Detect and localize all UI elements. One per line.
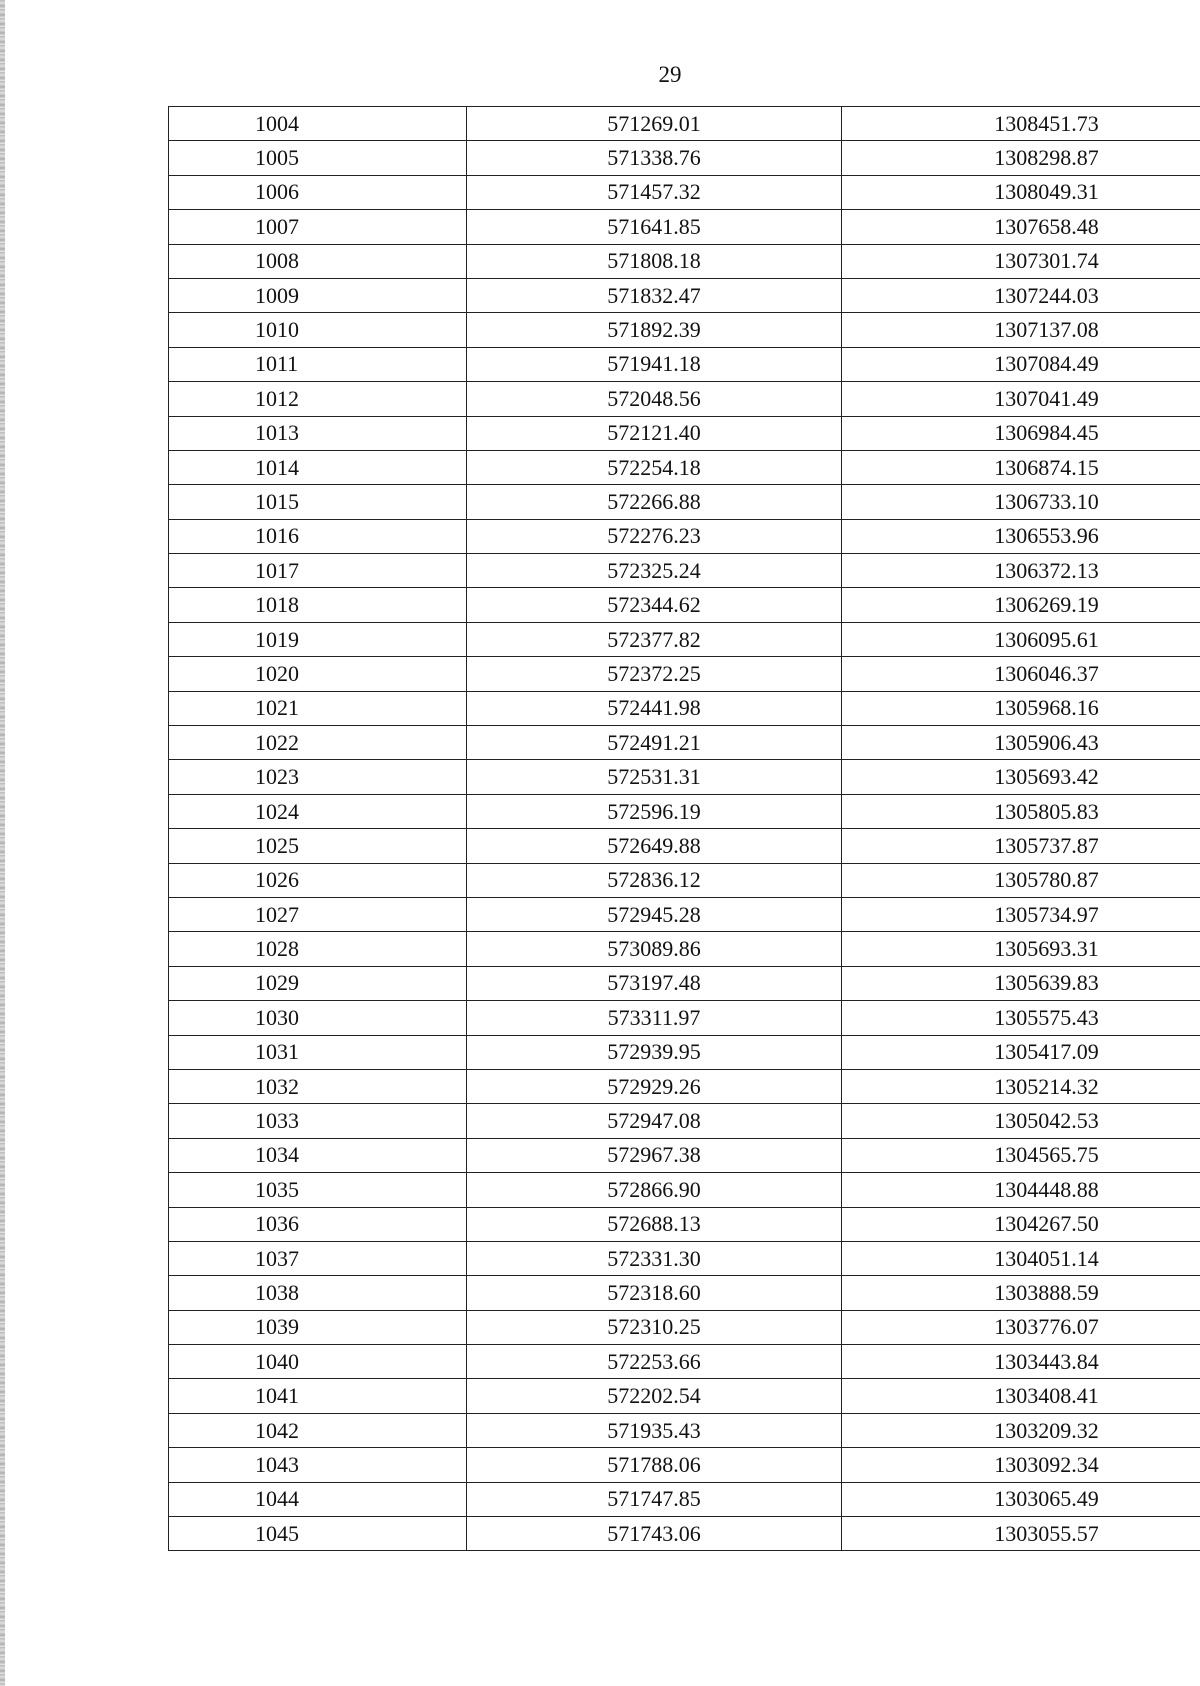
point-id-cell: 1011	[169, 347, 467, 381]
x-coordinate-cell: 571269.01	[467, 107, 842, 141]
x-coordinate-cell: 571457.32	[467, 175, 842, 209]
x-coordinate-cell: 572318.60	[467, 1276, 842, 1310]
y-coordinate-cell: 1306553.96	[842, 519, 1200, 553]
point-id-cell: 1005	[169, 141, 467, 175]
x-coordinate-cell: 572929.26	[467, 1069, 842, 1103]
x-coordinate-cell: 573197.48	[467, 966, 842, 1000]
point-id-cell: 1041	[169, 1379, 467, 1413]
table-row	[169, 1345, 1200, 1379]
point-id-cell: 1042	[169, 1413, 467, 1447]
table-row	[169, 622, 1200, 656]
y-coordinate-cell: 1305734.97	[842, 897, 1200, 931]
y-coordinate-cell: 1306046.37	[842, 657, 1200, 691]
y-coordinate-cell: 1303776.07	[842, 1310, 1200, 1344]
table-row	[169, 1207, 1200, 1241]
y-coordinate-cell: 1303888.59	[842, 1276, 1200, 1310]
table-row	[169, 450, 1200, 484]
point-id-cell: 1043	[169, 1448, 467, 1482]
point-id-cell: 1031	[169, 1035, 467, 1069]
y-coordinate-cell: 1303065.49	[842, 1482, 1200, 1516]
point-id-cell: 1008	[169, 244, 467, 278]
x-coordinate-cell: 571832.47	[467, 278, 842, 312]
table-row	[169, 1517, 1200, 1551]
point-id-cell: 1015	[169, 485, 467, 519]
point-id-cell: 1006	[169, 175, 467, 209]
y-coordinate-cell: 1307658.48	[842, 210, 1200, 244]
y-coordinate-cell: 1303092.34	[842, 1448, 1200, 1482]
x-coordinate-cell: 572377.82	[467, 622, 842, 656]
y-coordinate-cell: 1306095.61	[842, 622, 1200, 656]
point-id-cell: 1009	[169, 278, 467, 312]
point-id-cell: 1044	[169, 1482, 467, 1516]
x-coordinate-cell: 571935.43	[467, 1413, 842, 1447]
y-coordinate-cell: 1306372.13	[842, 554, 1200, 588]
point-id-cell: 1023	[169, 760, 467, 794]
table-row	[169, 1241, 1200, 1275]
table-row	[169, 794, 1200, 828]
x-coordinate-cell: 572266.88	[467, 485, 842, 519]
x-coordinate-cell: 572121.40	[467, 416, 842, 450]
point-id-cell: 1039	[169, 1310, 467, 1344]
x-coordinate-cell: 572947.08	[467, 1104, 842, 1138]
x-coordinate-cell: 572253.66	[467, 1345, 842, 1379]
table-row	[169, 244, 1200, 278]
point-id-cell: 1030	[169, 1001, 467, 1035]
x-coordinate-cell: 571338.76	[467, 141, 842, 175]
table-row	[169, 932, 1200, 966]
table-row	[169, 863, 1200, 897]
point-id-cell: 1020	[169, 657, 467, 691]
table-row	[169, 1276, 1200, 1310]
y-coordinate-cell: 1305575.43	[842, 1001, 1200, 1035]
coordinate-table-body	[169, 107, 1200, 1551]
x-coordinate-cell: 572836.12	[467, 863, 842, 897]
table-row	[169, 382, 1200, 416]
y-coordinate-cell: 1307137.08	[842, 313, 1200, 347]
point-id-cell: 1022	[169, 726, 467, 760]
x-coordinate-cell: 572688.13	[467, 1207, 842, 1241]
table-row	[169, 726, 1200, 760]
x-coordinate-cell: 571808.18	[467, 244, 842, 278]
table-row	[169, 210, 1200, 244]
table-row	[169, 107, 1200, 141]
y-coordinate-cell: 1305042.53	[842, 1104, 1200, 1138]
x-coordinate-cell: 572325.24	[467, 554, 842, 588]
y-coordinate-cell: 1307041.49	[842, 382, 1200, 416]
y-coordinate-cell: 1305780.87	[842, 863, 1200, 897]
x-coordinate-cell: 572276.23	[467, 519, 842, 553]
y-coordinate-cell: 1303055.57	[842, 1517, 1200, 1551]
x-coordinate-cell: 571747.85	[467, 1482, 842, 1516]
point-id-cell: 1034	[169, 1138, 467, 1172]
point-id-cell: 1017	[169, 554, 467, 588]
x-coordinate-cell: 572202.54	[467, 1379, 842, 1413]
table-row	[169, 691, 1200, 725]
table-row	[169, 554, 1200, 588]
x-coordinate-cell: 572254.18	[467, 450, 842, 484]
point-id-cell: 1036	[169, 1207, 467, 1241]
x-coordinate-cell: 571788.06	[467, 1448, 842, 1482]
table-row	[169, 760, 1200, 794]
point-id-cell: 1029	[169, 966, 467, 1000]
coordinate-table	[168, 106, 1200, 1551]
y-coordinate-cell: 1305693.31	[842, 932, 1200, 966]
table-row	[169, 347, 1200, 381]
y-coordinate-cell: 1308049.31	[842, 175, 1200, 209]
table-row	[169, 1379, 1200, 1413]
page-number: 29	[658, 62, 682, 87]
point-id-cell: 1018	[169, 588, 467, 622]
y-coordinate-cell: 1307244.03	[842, 278, 1200, 312]
point-id-cell: 1027	[169, 897, 467, 931]
y-coordinate-cell: 1306984.45	[842, 416, 1200, 450]
x-coordinate-cell: 572372.25	[467, 657, 842, 691]
x-coordinate-cell: 573311.97	[467, 1001, 842, 1035]
y-coordinate-cell: 1304267.50	[842, 1207, 1200, 1241]
y-coordinate-cell: 1306874.15	[842, 450, 1200, 484]
table-row	[169, 519, 1200, 553]
y-coordinate-cell: 1307301.74	[842, 244, 1200, 278]
table-row	[169, 1138, 1200, 1172]
point-id-cell: 1025	[169, 829, 467, 863]
table-row	[169, 1310, 1200, 1344]
table-row	[169, 1448, 1200, 1482]
y-coordinate-cell: 1305417.09	[842, 1035, 1200, 1069]
point-id-cell: 1014	[169, 450, 467, 484]
table-row	[169, 175, 1200, 209]
point-id-cell: 1028	[169, 932, 467, 966]
table-row	[169, 485, 1200, 519]
point-id-cell: 1040	[169, 1345, 467, 1379]
point-id-cell: 1012	[169, 382, 467, 416]
point-id-cell: 1007	[169, 210, 467, 244]
x-coordinate-cell: 572491.21	[467, 726, 842, 760]
table-row	[169, 1035, 1200, 1069]
x-coordinate-cell: 572310.25	[467, 1310, 842, 1344]
y-coordinate-cell: 1304565.75	[842, 1138, 1200, 1172]
y-coordinate-cell: 1305805.83	[842, 794, 1200, 828]
scan-edge-artifact	[0, 0, 5, 1686]
y-coordinate-cell: 1305214.32	[842, 1069, 1200, 1103]
x-coordinate-cell: 571743.06	[467, 1517, 842, 1551]
point-id-cell: 1032	[169, 1069, 467, 1103]
y-coordinate-cell: 1303209.32	[842, 1413, 1200, 1447]
point-id-cell: 1024	[169, 794, 467, 828]
table-row	[169, 278, 1200, 312]
table-row	[169, 1482, 1200, 1516]
y-coordinate-cell: 1308451.73	[842, 107, 1200, 141]
y-coordinate-cell: 1304448.88	[842, 1173, 1200, 1207]
point-id-cell: 1045	[169, 1517, 467, 1551]
x-coordinate-cell: 572866.90	[467, 1173, 842, 1207]
y-coordinate-cell: 1305906.43	[842, 726, 1200, 760]
y-coordinate-cell: 1305639.83	[842, 966, 1200, 1000]
x-coordinate-cell: 572939.95	[467, 1035, 842, 1069]
table-row	[169, 1413, 1200, 1447]
x-coordinate-cell: 572441.98	[467, 691, 842, 725]
table-row	[169, 313, 1200, 347]
point-id-cell: 1021	[169, 691, 467, 725]
table-row	[169, 1104, 1200, 1138]
x-coordinate-cell: 572945.28	[467, 897, 842, 931]
point-id-cell: 1019	[169, 622, 467, 656]
point-id-cell: 1013	[169, 416, 467, 450]
x-coordinate-cell: 572531.31	[467, 760, 842, 794]
table-row	[169, 416, 1200, 450]
y-coordinate-cell: 1306269.19	[842, 588, 1200, 622]
x-coordinate-cell: 571941.18	[467, 347, 842, 381]
point-id-cell: 1016	[169, 519, 467, 553]
y-coordinate-cell: 1303408.41	[842, 1379, 1200, 1413]
table-row	[169, 829, 1200, 863]
y-coordinate-cell: 1307084.49	[842, 347, 1200, 381]
table-row	[169, 897, 1200, 931]
point-id-cell: 1004	[169, 107, 467, 141]
x-coordinate-cell: 572596.19	[467, 794, 842, 828]
table-row	[169, 1069, 1200, 1103]
y-coordinate-cell: 1305737.87	[842, 829, 1200, 863]
point-id-cell: 1010	[169, 313, 467, 347]
point-id-cell: 1026	[169, 863, 467, 897]
y-coordinate-cell: 1308298.87	[842, 141, 1200, 175]
x-coordinate-cell: 572048.56	[467, 382, 842, 416]
y-coordinate-cell: 1303443.84	[842, 1345, 1200, 1379]
x-coordinate-cell: 572649.88	[467, 829, 842, 863]
table-row	[169, 1173, 1200, 1207]
table-row	[169, 657, 1200, 691]
point-id-cell: 1038	[169, 1276, 467, 1310]
table-row	[169, 141, 1200, 175]
point-id-cell: 1035	[169, 1173, 467, 1207]
table-row	[169, 1001, 1200, 1035]
x-coordinate-cell: 571641.85	[467, 210, 842, 244]
y-coordinate-cell: 1306733.10	[842, 485, 1200, 519]
y-coordinate-cell: 1304051.14	[842, 1241, 1200, 1275]
x-coordinate-cell: 573089.86	[467, 932, 842, 966]
x-coordinate-cell: 572331.30	[467, 1241, 842, 1275]
table-row	[169, 588, 1200, 622]
x-coordinate-cell: 571892.39	[467, 313, 842, 347]
y-coordinate-cell: 1305693.42	[842, 760, 1200, 794]
x-coordinate-cell: 572967.38	[467, 1138, 842, 1172]
x-coordinate-cell: 572344.62	[467, 588, 842, 622]
y-coordinate-cell: 1305968.16	[842, 691, 1200, 725]
point-id-cell: 1033	[169, 1104, 467, 1138]
point-id-cell: 1037	[169, 1241, 467, 1275]
table-row	[169, 966, 1200, 1000]
